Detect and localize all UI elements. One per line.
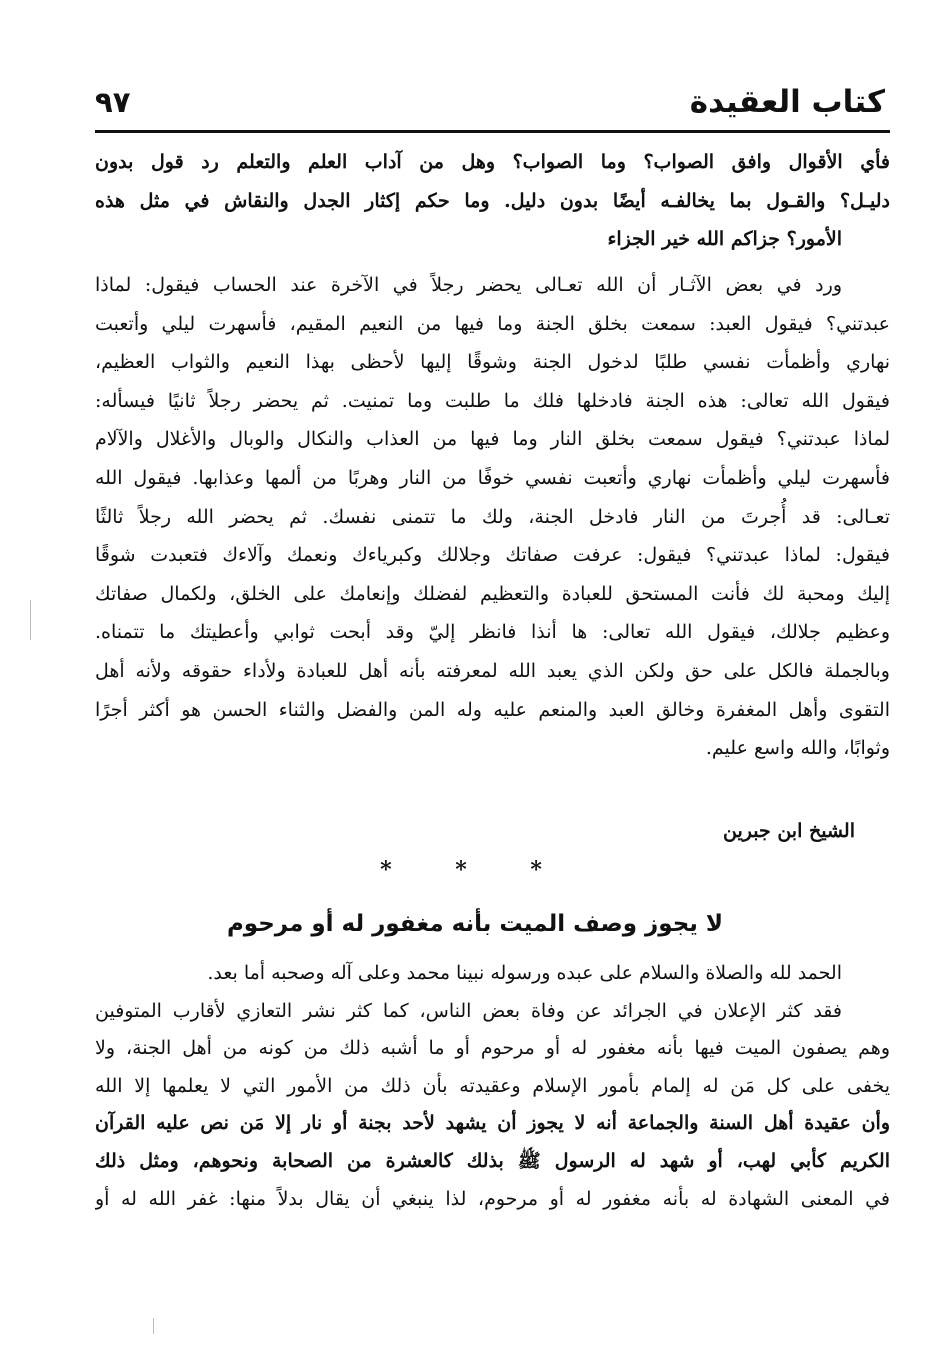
section-heading: لا يجوز وصف الميت بأنه مغفور له أو مرحوم xyxy=(226,911,724,937)
question-line: دليـل؟ والقـول بما يخالفـه أيضًا بدون دليل. وما حكم إكثار الجدل والنقاش في مثل هذه xyxy=(95,189,890,212)
section-line: فقد كثر الإعلان في الجرائد عن وفاة بعض الناس، كما كثر نشر التعازي لأقارب المتوفين xyxy=(95,999,842,1022)
section-line: وهم يصفون الميت فيها بأنه مغفور له أو مرحوم أو ما أشبه ذلك من كونه من أهل الجنة، ولا xyxy=(95,1037,890,1060)
scan-mark xyxy=(153,1318,154,1334)
question-line: الأمور؟ جزاكم الله خير الجزاء xyxy=(607,228,842,251)
section-line: وأن عقيدة أهل السنة والجماعة أنه لا يجوز أن يشهد لأحد بجنة أو نار إلا مَن نص عليه القرآن xyxy=(95,1112,890,1135)
answer-line: فأسهرت ليلي وأظمأت نهاري وأتعبت نفسي خوفًا من النار وهربًا من ألمها وعذابها. فيقول الله xyxy=(95,466,890,489)
section-paragraph xyxy=(95,955,890,1218)
answer-line: تعـالى: قد أُجرتَ من النار فادخل الجنة، ولك ما تتمنى نفسك. ثم يحضر الله رجلاً ثالثًا xyxy=(95,505,890,528)
question-paragraph xyxy=(95,143,890,259)
answer-line: إليك ومحبة لك فأنت المستحق للعبادة والتعظيم لفضلك وإنعامك على الخلق، ولكمال صفاتك xyxy=(95,582,890,605)
answer-paragraph xyxy=(95,266,890,768)
answer-line: وثوابًا، والله واسع عليم. xyxy=(705,737,890,760)
answer-line: لماذا عبدتني؟ فيقول سمعت بخلق النار وما فيها من العذاب والنكال والوبال والأغلال والآلام xyxy=(95,428,890,451)
answer-line: فيقول: لماذا عبدتني؟ فيقول: عرفت صفاتك وجلالك وكبرياءك ونعمك وآلاءك فتعبدت شوقًا xyxy=(95,544,890,567)
header-rule xyxy=(95,130,890,133)
section-line: الحمد لله والصلاة والسلام على عبده ورسوله نبينا محمد وعلى آله وصحبه أما بعد. xyxy=(207,962,842,984)
page-number: ٩٧ xyxy=(95,85,131,119)
answer-line: فيقول الله تعالى: هذه الجنة فادخلها فلك ما طلبت وما تمنيت. ثم يحضر رجلاً ثانيًا فيسأله: xyxy=(95,389,890,412)
section-line: يخفى على كل مَن له إلمام بأمور الإسلام وعقيدته بأن ذلك من الأمور التي لا يعلمها إلا الله xyxy=(95,1074,890,1097)
scan-mark xyxy=(30,600,31,640)
page-header xyxy=(95,80,885,124)
book-title: كتاب العقيدة xyxy=(689,84,885,120)
answer-line: وعظيم جلالك، فيقول الله تعالى: ها أنذا فانظر إليّ وقد أبحت ثوابي وأعطيتك ما تتمناه. xyxy=(95,621,890,644)
section-line: في المعنى الشهادة له بأنه مغفور له أو مرحوم، لذا ينبغي أن يقال بدلاً منها: غفر الله له أو xyxy=(95,1187,890,1210)
section-separator: * * * xyxy=(380,857,570,883)
signature: الشيخ ابن جبرين xyxy=(723,820,855,842)
answer-line: نهاري وأظمأت نفسي طلبًا لدخول الجنة وشوقًا إليها لأحظى بهذا النعيم والثواب العظيم، xyxy=(95,351,890,374)
question-line: فأي الأقوال وافق الصواب؟ وما الصواب؟ وهل من آداب العلم والتعلم رد قول بدون xyxy=(95,151,890,173)
answer-line: وبالجملة فالكل على حق ولكن الذي يعبد الله لمعرفته بأنه أهل للعبادة ولأداء حقوقه ولأنه أهل xyxy=(95,659,890,682)
answer-line: عبدتني؟ فيقول العبد: سمعت بخلق الجنة وما فيها من النعيم المقيم، فأسهرت ليلي وأتعبت xyxy=(95,312,890,335)
section-line: الكريم كأبي لهب، أو شهد له الرسول ﷺ بذلك كالعشرة من الصحابة ونحوهم، ومثل ذلك xyxy=(95,1149,890,1172)
answer-line: التقوى وأهل المغفرة وخالق العبد والمنعم عليه وله المن والفضل والثناء الحسن هو أكثر أجرًا xyxy=(95,698,890,721)
answer-line: ورد في بعض الآثـار أن الله تعـالى يحضر رجلاً في الآخرة عند الحساب فيقول: لماذا xyxy=(95,274,842,296)
